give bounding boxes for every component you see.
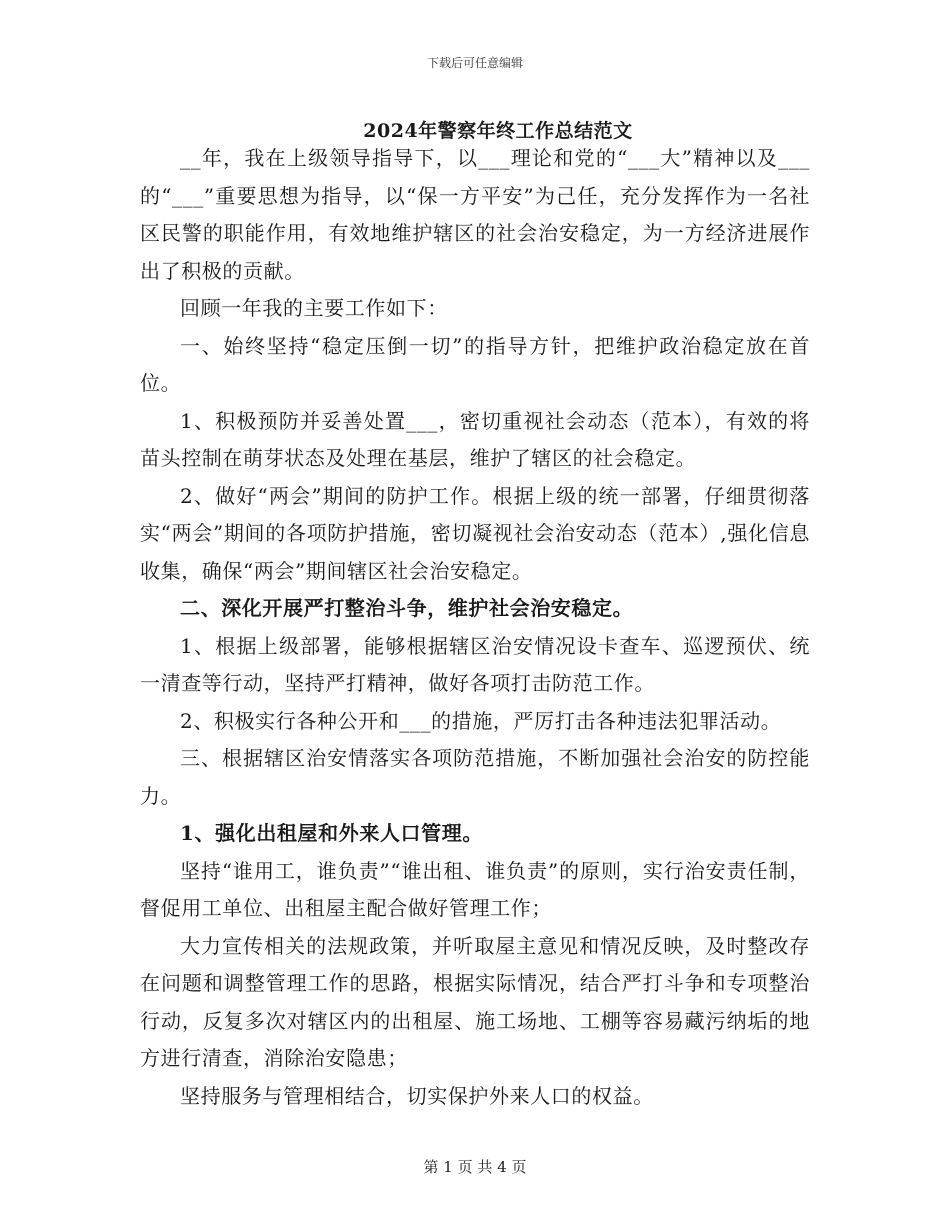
paragraph: 2、做好“两会”期间的防护工作。根据上级的统一部署，仔细贯彻落实“两会”期间的各项防护措施，密切凝视社会治安动态（范本）,强化信息收集，确保“两会”期间辖区社会治安稳定。: [140, 483, 810, 583]
paragraph: 2、积极实行各种公开和___的措施，严厉打击各种违法犯罪活动。: [180, 708, 782, 733]
paragraph: 大力宣传相关的法规政策，并听取屋主意见和情况反映，及时整改存在问题和调整管理工作的思路，根据实际情况，结合严打斗争和专项整治行动，反复多次对辖区内的出租屋、施工场地、工棚等容易藏污纳垢的地方进行清查，消除治安隐患；: [140, 933, 810, 1070]
paragraph: __年，我在上级领导指导下，以___理论和党的“___大”精神以及___的“___”重要思想为指导，以“保一方平安”为己任，充分发挥作为一名社区民警的职能作用，有效地维护辖区的社会治安稳定，为一方经济进展作出了积极的贡献。: [140, 146, 810, 283]
paragraph: 三、根据辖区治安情落实各项防范措施，不断加强社会治安的防控能力。: [140, 746, 810, 808]
paragraph: 坚持“谁用工，谁负责”“谁出租、谁负责”的原则，实行治安责任制，督促用工单位、出租屋主配合做好管理工作；: [140, 858, 810, 920]
paragraph: 回顾一年我的主要工作如下：: [180, 296, 448, 320]
paragraph: 一、始终坚持“稳定压倒一切”的指导方针，把维护政治稳定放在首位。: [140, 333, 810, 395]
paragraph: 坚持服务与管理相结合，切实保护外来人口的权益。: [180, 1083, 654, 1108]
section-heading: 二、深化开展严打整治斗争，维护社会治安稳定。: [180, 596, 634, 620]
header-note: 下载后可任意编辑: [426, 56, 523, 70]
paragraph: 1、根据上级部署，能够根据辖区治安情况设卡查车、巡逻预伏、统一清查等行动，坚持严打精神，做好各项打击防范工作。: [140, 633, 810, 695]
document-title: 2024年警察年终工作总结范文: [363, 120, 633, 142]
document-body: [140, 140, 810, 1115]
paragraph: 1、积极预防并妥善处置___，密切重视社会动态（范本），有效的将苗头控制在萌芽状态及处理在基层，维护了辖区的社会稳定。: [140, 408, 810, 470]
subsection-heading: 1、强化出租屋和外来人口管理。: [180, 821, 483, 845]
page-number: 第 1 页 共 4 页: [423, 1158, 527, 1176]
